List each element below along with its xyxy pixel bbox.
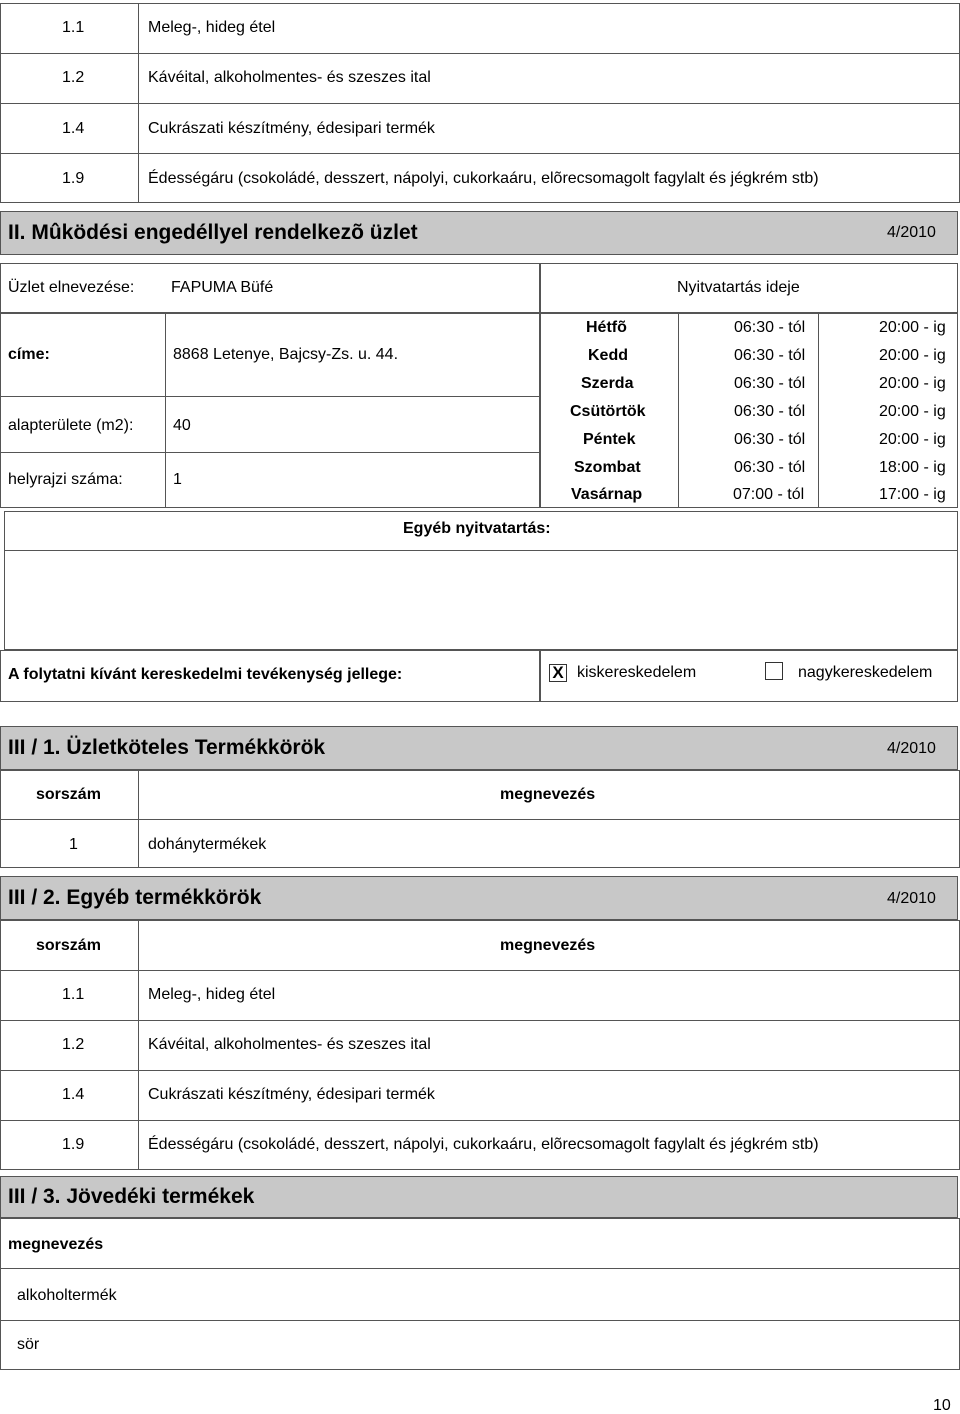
hours-from: 06:30 - tól xyxy=(734,347,806,364)
wholesale-checkbox[interactable] xyxy=(765,662,783,680)
parcel-label: helyrajzi száma: xyxy=(8,471,123,488)
product-number: 1.1 xyxy=(62,986,85,1003)
area-label: alapterülete (m2): xyxy=(8,417,134,434)
hours-to: 17:00 - ig xyxy=(879,486,946,503)
hours-from: 07:00 - tól xyxy=(733,486,805,503)
hours-to: 20:00 - ig xyxy=(879,403,946,420)
shop-name: FAPUMA Büfé xyxy=(171,279,274,296)
excise-product-name: sör xyxy=(17,1336,40,1353)
retail-checkbox[interactable]: X xyxy=(549,664,567,682)
hours-from: 06:30 - tól xyxy=(734,375,806,392)
col-name-header: megnevezés xyxy=(500,937,596,954)
retail-label: kiskereskedelem xyxy=(577,664,697,681)
section-code: 4/2010 xyxy=(887,224,936,241)
day-label: Csütörtök xyxy=(570,403,646,420)
day-label: Hétfõ xyxy=(586,319,627,336)
item-name: Cukrászati készítmény, édesipari termék xyxy=(148,120,435,137)
activity-label: A folytatni kívánt kereskedelmi tevékenység jellege: xyxy=(8,666,403,683)
col-number-header: sorszám xyxy=(36,937,101,954)
hours-to: 20:00 - ig xyxy=(879,347,946,364)
day-label: Szombat xyxy=(574,459,641,476)
product-name: Édességáru (csokoládé, desszert, nápolyi, cukorkaáru, elõrecsomagolt fagylalt és jégkrém stb) xyxy=(148,1136,819,1153)
other-hours-label: Egyéb nyitvatartás: xyxy=(403,520,551,537)
section-code: 4/2010 xyxy=(887,740,936,757)
day-label: Péntek xyxy=(583,431,636,448)
hours-to: 20:00 - ig xyxy=(879,319,946,336)
item-number: 1.1 xyxy=(62,19,85,36)
hours-to: 20:00 - ig xyxy=(879,431,946,448)
product-number: 1.9 xyxy=(62,1136,85,1153)
shop-name-label: Üzlet elnevezése: xyxy=(8,279,135,296)
col-name-header: megnevezés xyxy=(8,1236,104,1253)
area-value: 40 xyxy=(173,417,191,434)
hours-from: 06:30 - tól xyxy=(734,403,806,420)
hours-title: Nyitvatartás ideje xyxy=(677,279,800,296)
col-number-header: sorszám xyxy=(36,786,101,803)
product-name: Meleg-, hideg étel xyxy=(148,986,276,1003)
item-number: 1.4 xyxy=(62,120,85,137)
product-number: 1.2 xyxy=(62,1036,85,1053)
section-title: III / 2. Egyéb termékkörök xyxy=(8,886,262,909)
day-label: Vasárnap xyxy=(571,486,643,503)
item-name: Meleg-, hideg étel xyxy=(148,19,276,36)
excise-product-name: alkoholtermék xyxy=(17,1287,117,1304)
item-name: Kávéital, alkoholmentes- és szeszes ital xyxy=(148,69,431,86)
excise-products-table xyxy=(0,1218,960,1370)
hours-to: 20:00 - ig xyxy=(879,375,946,392)
product-number: 1 xyxy=(69,836,78,853)
product-number: 1.4 xyxy=(62,1086,85,1103)
section-title: II. Mûködési engedéllyel rendelkezõ üzlet xyxy=(8,221,418,244)
address-value: 8868 Letenye, Bajcsy-Zs. u. 44. xyxy=(173,346,399,363)
hours-from: 06:30 - tól xyxy=(734,431,806,448)
section-code: 4/2010 xyxy=(887,890,936,907)
product-name: Cukrászati készítmény, édesipari termék xyxy=(148,1086,435,1103)
hours-from: 06:30 - tól xyxy=(734,319,806,336)
section-title: III / 1. Üzletköteles Termékkörök xyxy=(8,736,326,759)
item-number: 1.2 xyxy=(62,69,85,86)
item-number: 1.9 xyxy=(62,170,85,187)
page-number: 10 xyxy=(933,1397,951,1414)
day-label: Szerda xyxy=(581,375,634,392)
wholesale-label: nagykereskedelem xyxy=(798,664,933,681)
other-products-table xyxy=(0,920,960,1170)
section-title: III / 3. Jövedéki termékek xyxy=(8,1185,255,1208)
col-name-header: megnevezés xyxy=(500,786,596,803)
parcel-value: 1 xyxy=(173,471,182,488)
product-name: dohánytermékek xyxy=(148,836,267,853)
item-name: Édességáru (csokoládé, desszert, nápolyi, cukorkaáru, elõrecsomagolt fagylalt és jégkrém stb) xyxy=(148,170,819,187)
hours-to: 18:00 - ig xyxy=(879,459,946,476)
address-label: címe: xyxy=(8,346,50,363)
day-label: Kedd xyxy=(588,347,628,364)
hours-from: 06:30 - tól xyxy=(734,459,806,476)
product-name: Kávéital, alkoholmentes- és szeszes ital xyxy=(148,1036,431,1053)
